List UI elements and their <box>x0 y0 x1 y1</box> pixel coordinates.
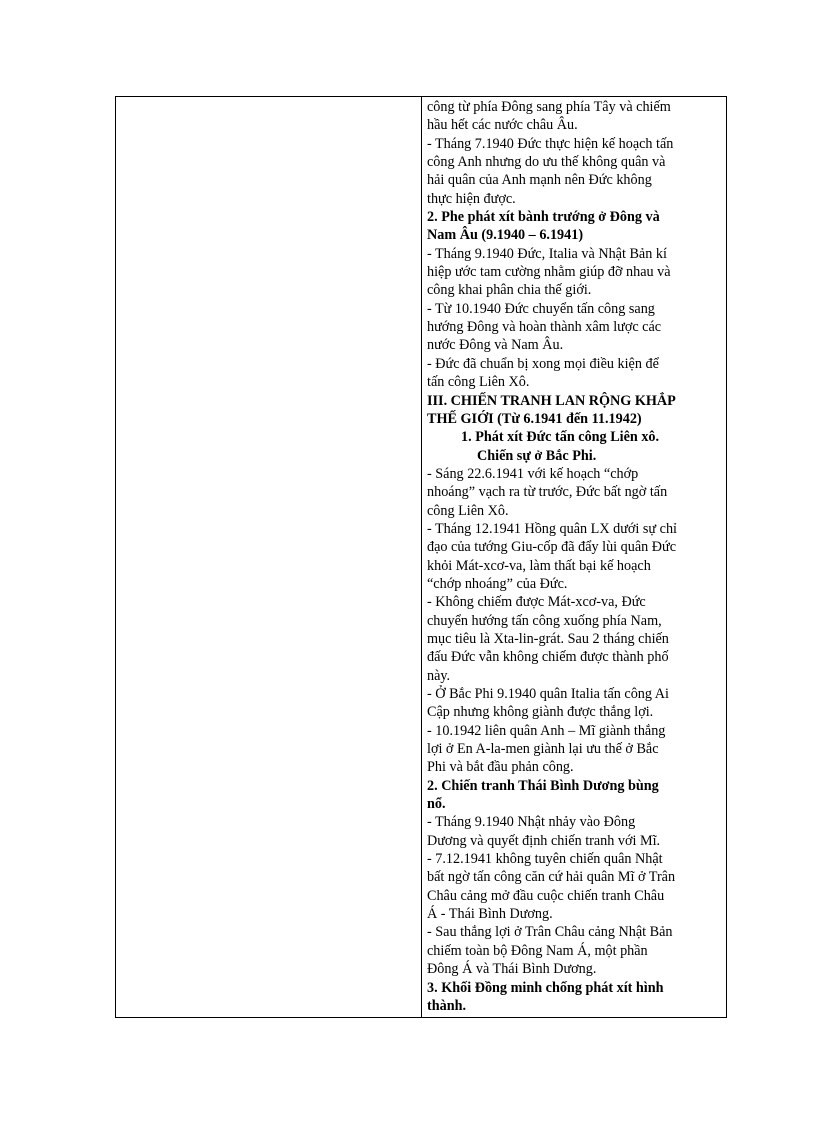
text-line: này. <box>427 667 451 684</box>
content-table <box>115 96 727 1018</box>
heading-line: nổ. <box>427 796 446 813</box>
text-line: thực hiện được. <box>427 190 516 207</box>
text-line: đạo của tướng Giu-cốp đã đẩy lùi quân Đức <box>427 539 677 556</box>
text-line: Dương và quyết định chiến tranh với Mĩ. <box>427 832 661 849</box>
heading-line: THẾ GIỚI (Từ 6.1941 đến 11.1942) <box>427 410 642 427</box>
text-line: công từ phía Đông sang phía Tây và chiếm <box>427 99 671 115</box>
text-line: hiệp ước tam cường nhằm giúp đỡ nhau và <box>427 264 671 281</box>
text-line: chuyển hướng tấn công xuống phía Nam, <box>427 612 662 629</box>
text-line: - Sau thắng lợi ở Trân Châu cảng Nhật Bản <box>427 924 673 941</box>
text-line: nhoáng” vạch ra từ trước, Đức bất ngờ tấn <box>427 484 668 501</box>
text-line: - Tháng 12.1941 Hồng quân LX dưới sự chỉ <box>427 520 677 537</box>
heading-line: 2. Chiến tranh Thái Bình Dương bùng <box>427 777 659 794</box>
text-line: Châu cảng mở đầu cuộc chiến tranh Châu <box>427 887 665 904</box>
text-line: - Tháng 9.1940 Nhật nhảy vào Đông <box>427 814 636 831</box>
text-line: công Liên Xô. <box>427 502 509 519</box>
text-line: bất ngờ tấn công căn cứ hải quân Mĩ ở Trân <box>427 869 676 886</box>
text-line: hải quân của Anh mạnh nên Đức không <box>427 172 652 189</box>
text-line: - Tháng 7.1940 Đức thực hiện kế hoạch tấn <box>427 135 674 152</box>
text-line: - Từ 10.1940 Đức chuyển tấn công sang <box>427 300 655 317</box>
text-line: mục tiêu là Xta-lin-grát. Sau 2 tháng chiến <box>427 630 669 647</box>
heading-line: Chiến sự ở Bắc Phi. <box>477 447 597 464</box>
text-line: Á - Thái Bình Dương. <box>427 906 553 923</box>
text-line: chiếm toàn bộ Đông Nam Á, một phần <box>427 942 648 959</box>
heading-line: thành. <box>427 997 467 1014</box>
text-line: “chớp nhoáng” của Đức. <box>427 575 568 592</box>
text-line: Đông Á và Thái Bình Dương. <box>427 961 597 978</box>
text-line: hướng Đông và hoàn thành xâm lược các <box>427 319 662 336</box>
text-line: công khai phân chia thế giới. <box>427 282 592 299</box>
heading-line: 1. Phát xít Đức tấn công Liên xô. <box>461 429 660 446</box>
heading-line: 3. Khối Đồng minh chống phát xít hình <box>427 979 664 996</box>
text-line: - Ở Bắc Phi 9.1940 quân Italia tấn công Ai <box>427 686 669 702</box>
text-line: nước Đông và Nam Âu. <box>427 337 564 354</box>
table-left-column <box>116 97 422 1017</box>
text-line: đấu Đức vẫn không chiếm được thành phố <box>427 649 669 666</box>
text-line: tấn công Liên Xô. <box>427 374 530 391</box>
heading-line: 2. Phe phát xít bành trướng ở Đông và <box>427 209 660 226</box>
text-line: hầu hết các nước châu Âu. <box>427 117 578 134</box>
text-line: khỏi Mát-xcơ-va, làm thất bại kế hoạch <box>427 557 651 574</box>
text-line: - Tháng 9.1940 Đức, Italia và Nhật Bản kí <box>427 245 667 262</box>
text-line: - 10.1942 liên quân Anh – Mĩ giành thắng <box>427 722 666 739</box>
table-right-column <box>422 97 726 1017</box>
text-line: - 7.12.1941 không tuyên chiến quân Nhật <box>427 851 663 868</box>
text-line: - Không chiếm được Mát-xcơ-va, Đức <box>427 594 646 611</box>
heading-line: III. CHIẾN TRANH LAN RỘNG KHẮP <box>427 392 676 409</box>
text-line: Cập nhưng không giành được thắng lợi. <box>427 704 654 721</box>
heading-line: Nam Âu (9.1940 – 6.1941) <box>427 227 584 244</box>
text-line: - Sáng 22.6.1941 với kế hoạch “chớp <box>427 465 639 482</box>
text-line: công Anh nhưng do ưu thế không quân và <box>427 154 666 171</box>
text-line: - Đức đã chuẩn bị xong mọi điều kiện để <box>427 355 659 372</box>
text-line: Phi và bắt đầu phản công. <box>427 759 574 776</box>
text-line: lợi ở En A-la-men giành lại ưu thế ở Bắc <box>427 741 659 758</box>
